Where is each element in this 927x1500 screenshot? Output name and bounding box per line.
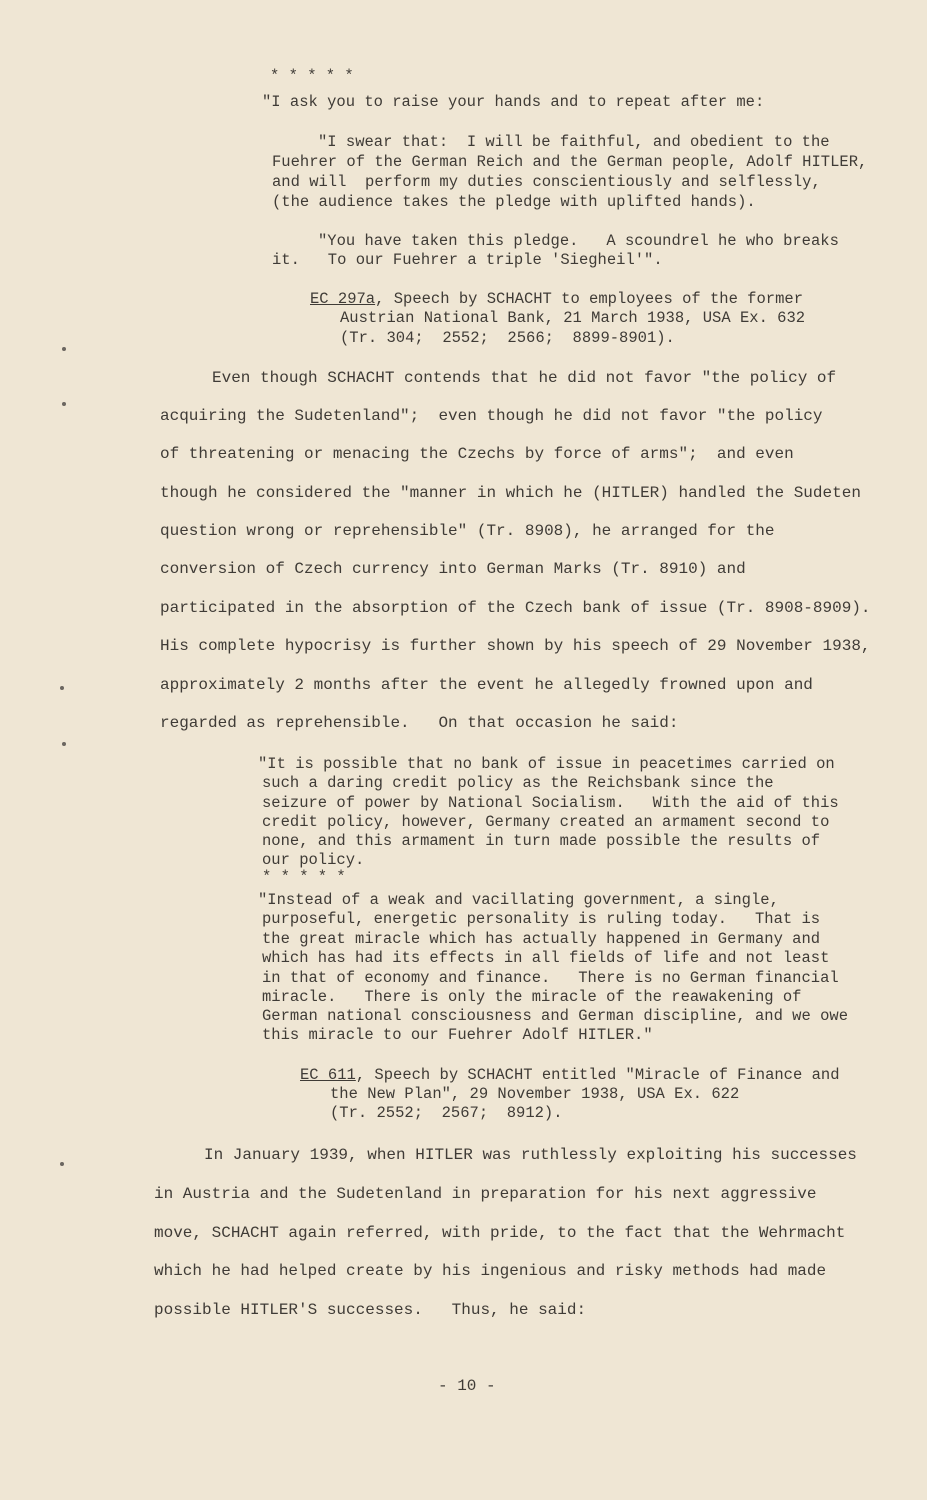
quote-line: credit policy, however, Germany created an armament second to: [262, 813, 830, 831]
paragraph-line: approximately 2 months after the event he allegedly frowned upon and: [160, 676, 813, 694]
quote-line: this miracle to our Fuehrer Adolf HITLER.": [262, 1026, 653, 1044]
scoundrel-line: "You have taken this pledge. A scoundrel he who breaks: [318, 232, 839, 250]
pledge-intro: "I ask you to raise your hands and to repeat after me:: [262, 93, 765, 111]
quote-line: "It is possible that no bank of issue in peacetimes carried on: [258, 755, 835, 773]
paragraph-line: question wrong or reprehensible" (Tr. 8908), he arranged for the: [160, 522, 775, 540]
paragraph-line: possible HITLER'S successes. Thus, he said:: [154, 1301, 587, 1319]
paragraph-line: though he considered the "manner in which he (HITLER) handled the Sudeten: [160, 484, 861, 502]
paragraph-line: Even though SCHACHT contends that he did not favor "the policy of: [212, 369, 837, 387]
paragraph-line: conversion of Czech currency into German Marks (Tr. 8910) and: [160, 560, 746, 578]
paragraph-line: move, SCHACHT again referred, with pride, to the fact that the Wehrmacht: [154, 1224, 846, 1242]
paragraph-line: participated in the absorption of the Czech bank of issue (Tr. 8908-8909).: [160, 599, 871, 617]
margin-mark: [60, 1162, 64, 1166]
oath-line: Fuehrer of the German Reich and the German people, Adolf HITLER,: [272, 153, 868, 171]
citation-2: [300, 1068, 840, 1084]
margin-mark: [62, 742, 66, 746]
citation-line: the New Plan", 29 November 1938, USA Ex. 622: [330, 1085, 740, 1103]
citation-text: , Speech by SCHACHT entitled "Miracle of Finance and: [355, 1066, 840, 1084]
quote-line: seizure of power by National Socialism. With the aid of this: [262, 794, 839, 812]
citation-doc-id: EC 297a: [310, 290, 376, 308]
citation-text: , Speech by SCHACHT to employees of the former: [375, 290, 803, 308]
oath-line: and will perform my duties conscientiously and selflessly,: [272, 173, 821, 191]
paragraph-line: in Austria and the Sudetenland in preparation for his next aggressive: [154, 1185, 817, 1203]
quote-line: such a daring credit policy as the Reichsbank since the: [262, 774, 774, 792]
quote-line: the great miracle which has actually happened in Germany and: [262, 930, 821, 948]
paragraph-line: which he had helped create by his ingenious and risky methods had made: [154, 1262, 827, 1280]
quote-line: "Instead of a weak and vacillating government, a single,: [258, 891, 779, 909]
quote-line: purposeful, energetic personality is ruling today. That is: [262, 910, 821, 928]
ellipsis-stars: * * * * *: [262, 868, 346, 886]
paragraph-line: acquiring the Sudetenland"; even though he did not favor "the policy: [160, 407, 823, 425]
paragraph-line: His complete hypocrisy is further shown by his speech of 29 November 1938,: [160, 637, 871, 655]
quote-line: in that of economy and finance. There is no German financial: [262, 969, 839, 987]
margin-mark: [60, 686, 64, 690]
citation-doc-id: EC 611: [300, 1066, 356, 1084]
page-number: - 10 -: [438, 1377, 496, 1395]
citation-1: [310, 292, 803, 308]
citation-line: (Tr. 304; 2552; 2566; 8899-8901).: [340, 329, 675, 347]
citation-line: Austrian National Bank, 21 March 1938, USA Ex. 632: [340, 309, 806, 327]
citation-line: (Tr. 2552; 2567; 8912).: [330, 1104, 563, 1122]
paragraph-line: of threatening or menacing the Czechs by force of arms"; and even: [160, 445, 794, 463]
oath-line: (the audience takes the pledge with uplifted hands).: [272, 193, 756, 211]
paragraph-line: In January 1939, when HITLER was ruthlessly exploiting his successes: [204, 1146, 857, 1164]
quote-line: miracle. There is only the miracle of the reawakening of: [262, 988, 802, 1006]
oath-line: "I swear that: I will be faithful, and obedient to the: [318, 133, 830, 151]
margin-mark: [62, 347, 66, 351]
margin-mark: [62, 402, 66, 406]
quote-line: German national consciousness and German discipline, and we owe: [262, 1007, 848, 1025]
paragraph-line: regarded as reprehensible. On that occasion he said:: [160, 714, 679, 732]
quote-line: none, and this armament in turn made possible the results of: [262, 832, 821, 850]
quote-line: which has had its effects in all fields of life and not least: [262, 949, 830, 967]
ellipsis-stars: * * * * *: [270, 67, 354, 85]
scoundrel-line: it. To our Fuehrer a triple 'Siegheil'".: [272, 251, 663, 269]
quote-line: our policy.: [262, 851, 365, 869]
